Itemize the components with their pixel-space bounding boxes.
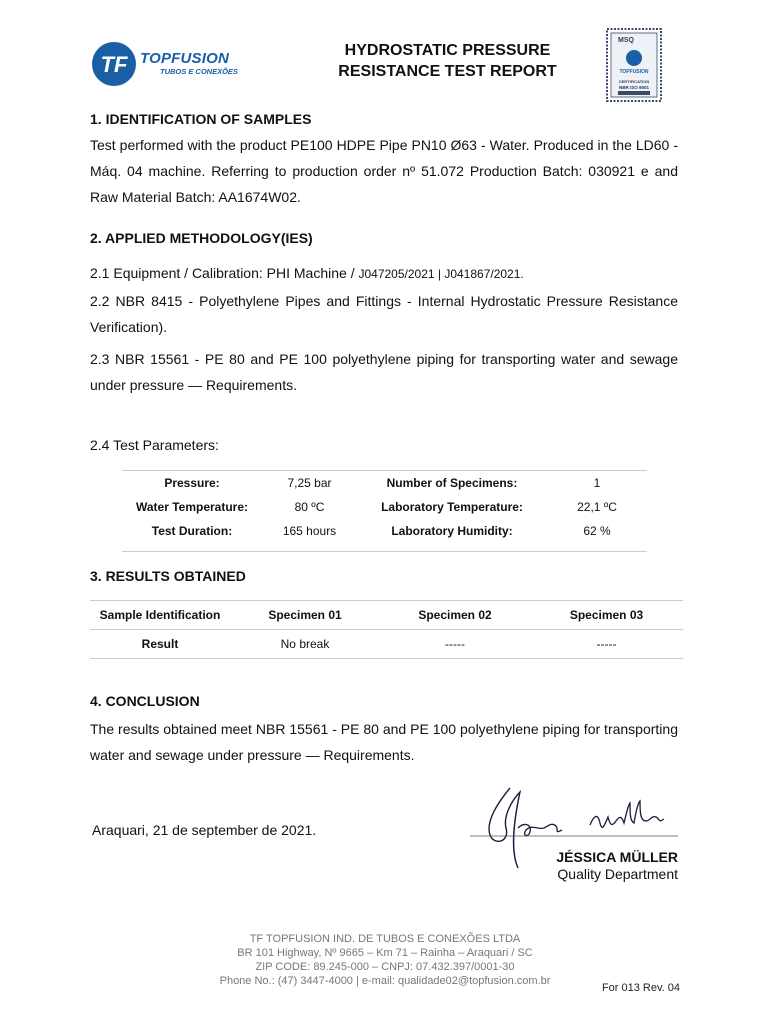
logo-mark-icon [90, 40, 140, 88]
equipment-label: 2.1 Equipment / Calibration: PHI Machine / [90, 265, 359, 281]
footer-company: TF TOPFUSION IND. DE TUBOS E CONEXÕES LTDA [249, 933, 521, 945]
signer-name: JÉSSICA MÜLLER [556, 849, 678, 865]
section-1-heading: 1. IDENTIFICATION OF SAMPLES [90, 111, 312, 127]
form-revision: For 013 Rev. 04 [601, 982, 680, 994]
table-row [122, 519, 647, 543]
section-1-text: Test performed with the product PE100 HDPE Pipe PN10 Ø63 - Water. Produced in the LD60 - Máq. 04 machine. Referring to production order nº 51.072 Production Batch: 030921 e and Raw Material Batch: AA1674W02. [90, 137, 678, 205]
report-title [300, 40, 595, 82]
certification-seal [606, 28, 662, 102]
svg-text:CERTIFICATION: CERTIFICATION [618, 79, 650, 84]
footer-zip-cnpj: ZIP CODE: 89.245-000 – CNPJ: 07.432.397/0001-30 [255, 961, 515, 973]
param-value: 80 ºC [294, 500, 325, 514]
param-label: Laboratory Temperature: [381, 500, 523, 514]
svg-text:NBR ISO 9001: NBR ISO 9001 [618, 85, 650, 90]
section-2-heading: 2. APPLIED METHODOLOGY(IES) [90, 230, 313, 246]
param-label: Pressure: [164, 476, 220, 490]
methodology-item-3: 2.3 NBR 15561 - PE 80 and PE 100 polyethylene piping for transporting water and sewage under pressure — Requirements. [90, 351, 678, 393]
param-label: Laboratory Humidity: [391, 524, 513, 538]
title-line-1: HYDROSTATIC PRESSURE [344, 42, 551, 59]
param-value: 22,1 ºC [577, 500, 617, 514]
param-value: 1 [593, 476, 601, 490]
calibration-codes: J047205/2021 | J041867/2021. [358, 267, 524, 281]
logo-subtitle: TUBOS E CONEXÕES [160, 67, 238, 76]
column-header: Specimen 03 [530, 601, 683, 630]
footer-contact: Phone No.: (47) 3447-4000 | e-mail: qualidade02@topfusion.com.br [219, 975, 551, 987]
table-cell: ----- [596, 637, 617, 651]
param-value: 7,25 bar [287, 476, 332, 490]
param-label: Water Temperature: [135, 500, 249, 514]
column-header: Sample Identification [90, 601, 230, 630]
test-parameters-heading: 2.4 Test Parameters: [90, 437, 219, 453]
test-parameters-table [122, 470, 647, 552]
methodology-item-1 [90, 265, 524, 281]
section-3-heading: 3. RESULTS OBTAINED [90, 568, 246, 584]
table-header-row [90, 601, 683, 630]
company-footer [150, 932, 620, 988]
results-table [90, 600, 683, 659]
title-line-2: RESISTANCE TEST REPORT [338, 63, 557, 80]
table-cell: Result [141, 637, 179, 651]
param-value: 165 hours [282, 524, 337, 538]
svg-text:TOPFUSION: TOPFUSION [619, 69, 649, 75]
methodology-item-2: 2.2 NBR 8415 - Polyethylene Pipes and Fittings - Internal Hydrostatic Pressure Resistance Verification). [90, 293, 678, 335]
param-label: Test Duration: [151, 524, 233, 538]
table-row [90, 630, 683, 659]
place-date: Araquari, 21 de september de 2021. [92, 822, 317, 838]
param-label: Number of Specimens: [386, 476, 518, 490]
svg-text:MSQ: MSQ [618, 37, 634, 44]
table-row [122, 471, 647, 496]
column-header: Specimen 02 [380, 601, 530, 630]
svg-text:TF: TF [100, 52, 128, 77]
column-header: Specimen 01 [230, 601, 380, 630]
table-row [122, 495, 647, 519]
table-cell: ----- [445, 637, 465, 651]
signer-department: Quality Department [557, 866, 678, 882]
footer-address: BR 101 Highway, Nº 9665 – Km 71 – Rainha – Araquari / SC [237, 947, 533, 959]
logo-name: TOPFUSION [140, 50, 230, 67]
section-4-heading: 4. CONCLUSION [90, 693, 200, 709]
table-cell: No break [280, 637, 330, 651]
param-value: 62 % [583, 524, 611, 538]
conclusion-text: The results obtained meet NBR 15561 - PE 80 and PE 100 polyethylene piping for transporting water and sewage under pressure — Requirements. [90, 721, 678, 763]
